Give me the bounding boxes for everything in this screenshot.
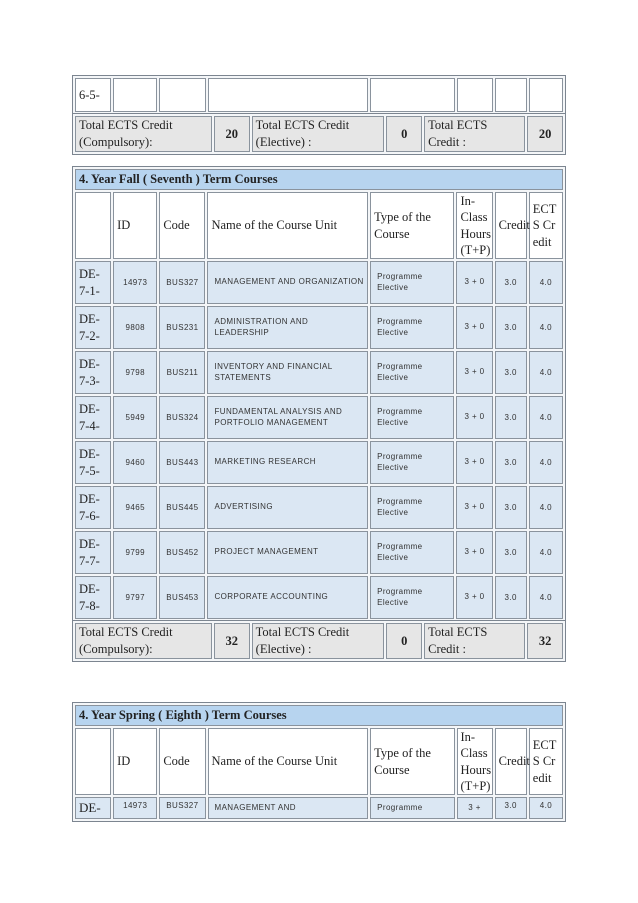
- course-code: BUS231: [159, 306, 205, 349]
- course-credit: 3.0: [495, 306, 527, 349]
- fall-total-label: Total ECTS Credit :: [424, 623, 525, 659]
- course-id: 9799: [113, 531, 157, 574]
- previous-term-table-end: [72, 75, 566, 155]
- course-type: Programme Elective: [370, 396, 454, 439]
- total-elective-value: 0: [386, 116, 422, 152]
- course-row-id: DE-: [75, 797, 111, 819]
- course-row: [75, 351, 563, 394]
- course-id: 9798: [113, 351, 157, 394]
- header-type: Type of the Course: [370, 192, 454, 259]
- course-row: [75, 576, 563, 619]
- course-id: 9808: [113, 306, 157, 349]
- course-type: Programme Elective: [370, 351, 454, 394]
- course-id: 9797: [113, 576, 157, 619]
- course-row-id: DE-7-6-: [75, 486, 111, 529]
- header-type: Type of the Course: [370, 728, 454, 795]
- course-name: INVENTORY AND FINANCIAL STATEMENTS: [207, 351, 368, 394]
- header-hours: In-Class Hours (T+P): [456, 192, 492, 259]
- course-hours: 3 +: [457, 797, 493, 819]
- course-ects: 4.0: [529, 576, 563, 619]
- course-credit: 3.0: [495, 486, 527, 529]
- course-code: BUS452: [159, 531, 205, 574]
- fall-total-value: 32: [527, 623, 563, 659]
- course-type: Programme: [370, 797, 454, 819]
- course-name: CORPORATE ACCOUNTING: [207, 576, 368, 619]
- course-row-id: DE-7-2-: [75, 306, 111, 349]
- header-credit: Credit: [495, 192, 527, 259]
- course-row: [75, 261, 563, 304]
- course-credit: 3.0: [495, 441, 527, 484]
- course-type: Programme Elective: [370, 261, 454, 304]
- course-ects: 4.0: [529, 306, 563, 349]
- course-name: PROJECT MANAGEMENT: [207, 531, 368, 574]
- course-name: FUNDAMENTAL ANALYSIS AND PORTFOLIO MANAGEMENT: [207, 396, 368, 439]
- header-ects: ECTS Credit: [529, 728, 563, 795]
- course-id: 14973: [113, 797, 157, 819]
- course-name: MANAGEMENT AND ORGANIZATION: [207, 261, 368, 304]
- course-id: 9460: [113, 441, 157, 484]
- course-ects: 4.0: [529, 797, 563, 819]
- course-row: [75, 396, 563, 439]
- partial-row-id: 6-5-: [75, 78, 111, 112]
- course-ects: 4.0: [529, 261, 563, 304]
- course-credit: 3.0: [495, 351, 527, 394]
- total-label: Total ECTS Credit :: [424, 116, 525, 152]
- spring-term-table: [72, 702, 566, 822]
- course-hours: 3 + 0: [456, 261, 492, 304]
- course-row: [75, 306, 563, 349]
- fall-total-elective-label: Total ECTS Credit (Elective) :: [252, 623, 385, 659]
- course-code: BUS327: [159, 797, 205, 819]
- course-credit: 3.0: [495, 261, 527, 304]
- fall-total-compulsory-label: Total ECTS Credit (Compulsory):: [75, 623, 212, 659]
- course-type: Programme Elective: [370, 576, 454, 619]
- course-type: Programme Elective: [370, 531, 454, 574]
- course-row: [75, 486, 563, 529]
- course-credit: 3.0: [495, 797, 527, 819]
- course-hours: 3 + 0: [456, 351, 492, 394]
- header-name: Name of the Course Unit: [208, 728, 369, 795]
- course-id: 5949: [113, 396, 157, 439]
- course-code: BUS453: [159, 576, 205, 619]
- total-compulsory-value: 20: [214, 116, 250, 152]
- course-credit: 3.0: [495, 396, 527, 439]
- header-credit: Credit: [495, 728, 527, 795]
- course-row-id: DE-7-7-: [75, 531, 111, 574]
- spring-term-title: 4. Year Spring ( Eighth ) Term Courses: [75, 705, 563, 726]
- course-id: 9465: [113, 486, 157, 529]
- course-ects: 4.0: [529, 396, 563, 439]
- course-row-id: DE-7-4-: [75, 396, 111, 439]
- course-ects: 4.0: [529, 486, 563, 529]
- course-row-id: DE-7-8-: [75, 576, 111, 619]
- course-code: BUS443: [159, 441, 205, 484]
- header-ects: ECTS Credit: [529, 192, 563, 259]
- header-name: Name of the Course Unit: [207, 192, 368, 259]
- course-row-id: DE-7-5-: [75, 441, 111, 484]
- course-id: 14973: [113, 261, 157, 304]
- course-hours: 3 + 0: [456, 576, 492, 619]
- header-hours: In-Class Hours (T+P): [457, 728, 493, 795]
- course-hours: 3 + 0: [456, 441, 492, 484]
- course-credit: 3.0: [495, 576, 527, 619]
- course-name: ADVERTISING: [207, 486, 368, 529]
- course-code: BUS327: [159, 261, 205, 304]
- fall-total-elective-value: 0: [386, 623, 422, 659]
- course-code: BUS324: [159, 396, 205, 439]
- course-name: MANAGEMENT AND: [208, 797, 369, 819]
- header-code: Code: [159, 192, 205, 259]
- course-type: Programme Elective: [370, 306, 454, 349]
- total-compulsory-label: Total ECTS Credit (Compulsory):: [75, 116, 212, 152]
- course-ects: 4.0: [529, 531, 563, 574]
- course-name: MARKETING RESEARCH: [207, 441, 368, 484]
- course-code: BUS445: [159, 486, 205, 529]
- course-type: Programme Elective: [370, 441, 454, 484]
- course-hours: 3 + 0: [456, 531, 492, 574]
- course-row-id: DE-7-3-: [75, 351, 111, 394]
- header-code: Code: [159, 728, 205, 795]
- course-credit: 3.0: [495, 531, 527, 574]
- header-id: ID: [113, 728, 157, 795]
- course-ects: 4.0: [529, 441, 563, 484]
- fall-total-compulsory-value: 32: [214, 623, 250, 659]
- total-value: 20: [527, 116, 563, 152]
- fall-course-rows: [75, 261, 563, 619]
- course-ects: 4.0: [529, 351, 563, 394]
- course-code: BUS211: [159, 351, 205, 394]
- course-row-id: DE-7-1-: [75, 261, 111, 304]
- fall-term-table: [72, 166, 566, 662]
- course-hours: 3 + 0: [456, 486, 492, 529]
- course-row: [75, 531, 563, 574]
- header-id: ID: [113, 192, 157, 259]
- course-hours: 3 + 0: [456, 396, 492, 439]
- fall-term-title: 4. Year Fall ( Seventh ) Term Courses: [75, 169, 563, 190]
- spring-course-row: [75, 797, 563, 819]
- course-type: Programme Elective: [370, 486, 454, 529]
- course-hours: 3 + 0: [456, 306, 492, 349]
- course-row: [75, 441, 563, 484]
- course-name: ADMINISTRATION AND LEADERSHIP: [207, 306, 368, 349]
- total-elective-label: Total ECTS Credit (Elective) :: [252, 116, 385, 152]
